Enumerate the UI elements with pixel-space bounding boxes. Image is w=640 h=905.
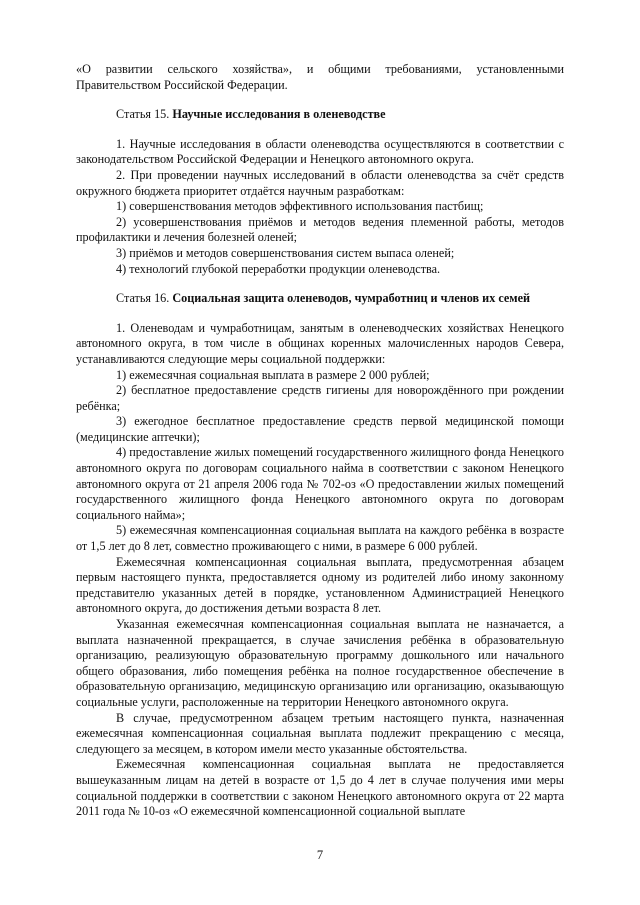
article-16-title: Социальная защита оленеводов, чумработниц и членов их семей [172,291,531,306]
article-15-heading [76,107,564,123]
article-16-paragraph-1: 1. Оленеводам и чумработницам, занятым в оленеводческих хозяйствах Ненецкого автономного округа, в том числе в общинах коренных малочисленных народов Севера, устанавливаются следующие меры социальной поддержки: [76,320,564,366]
article-16-item-4: 4) предоставление жилых помещений государственного жилищного фонда Ненецкого автономного округа по договорам социального найма в соответствии с законом Ненецкого автономного округа от 21 апреля 2006 года № 702-оз «О предоставлении жилых помещений государственного жилищного фонда Ненецкого автономного округа по договорам социального найма»; [76,445,564,522]
article-16-item-3: 3) ежегодное бесплатное предоставление средств первой медицинской помощи (медицинские аптечки); [76,414,564,444]
article-16-item-1: 1) ежемесячная социальная выплата в размере 2 000 рублей; [116,367,430,382]
article-15-item-2: 2) усовершенствования приёмов и методов ведения племенной работы, методов профилактики и лечения болезней оленей; [76,214,564,245]
article-15-item-4: 4) технологий глубокой переработки продукции оленеводства. [116,261,441,276]
document-body [76,62,564,820]
article-16-item-2: 2) бесплатное предоставление средств гигиены для новорождённого при рождении ребёнка; [76,383,564,413]
article-15-paragraph-1: 1. Научные исследования в области оленеводства осуществляются в соответствии с законодательством Российской Федерации и Ненецкого автономного округа. [76,136,564,167]
article-15-prefix: Статья 15. [116,107,173,122]
article-15-item-1: 1) совершенствования методов эффективного использования пастбищ; [116,199,484,214]
article-16-text-4: Ежемесячная компенсационная социальная выплата не предоставляется вышеуказанным лицам на детей в возрасте от 1,5 до 4 лет в случае получения ими меры социальной поддержки в соответствии с законом Ненецкого автономного округа от 22 марта 2011 года № 10-оз «О ежемесячной компенсационной социальной выплате [76,757,564,819]
article-15-paragraph-2: 2. При проведении научных исследований в области оленеводства за счёт средств окружного бюджета приоритет отдаётся научным разработкам: [76,167,564,198]
article-16-text-2: Указанная ежемесячная компенсационная социальная выплата не назначается, а выплата назначенной прекращается, в случае зачисления ребёнка в образовательную организацию, реализующую образовательную программу дошкольного или начального общего образования, либо помещения ребёнка на полное государственное обеспечение в образовательную организацию, медицинскую организацию или организацию, оказывающую социальные услуги, расположенные на территории Ненецкого автономного округа. [76,617,564,709]
intro-paragraph: «О развитии сельского хозяйства», и общими требованиями, установленными Правительством Российской Федерации. [76,62,564,92]
article-16-prefix: Статья 16. [116,291,173,306]
article-15-title: Научные исследования в оленеводстве [172,107,386,122]
article-16-item-5: 5) ежемесячная компенсационная социальная выплата на каждого ребёнка в возрасте от 1,5 лет до 8 лет, совместно проживающего с ними, в размере 6 000 рублей. [76,523,564,554]
article-16-heading [76,291,564,307]
article-16-text-1: Ежемесячная компенсационная социальная выплата, предусмотренная абзацем первым настоящего пункта, предоставляется одному из родителей либо иному законному представителю указанных детей в порядке, установленном Администрацией Ненецкого автономного округа, до достижения детьми возраста 8 лет. [76,554,564,616]
article-15-item-3: 3) приёмов и методов совершенствования систем выпаса оленей; [116,245,455,260]
article-16-text-3: В случае, предусмотренном абзацем третьим настоящего пункта, назначенная ежемесячная компенсационная социальная выплата подлежит прекращению с месяца, следующего за месяцем, в котором имели место указанные обстоятельства. [76,710,564,756]
page-number: 7 [316,848,324,862]
